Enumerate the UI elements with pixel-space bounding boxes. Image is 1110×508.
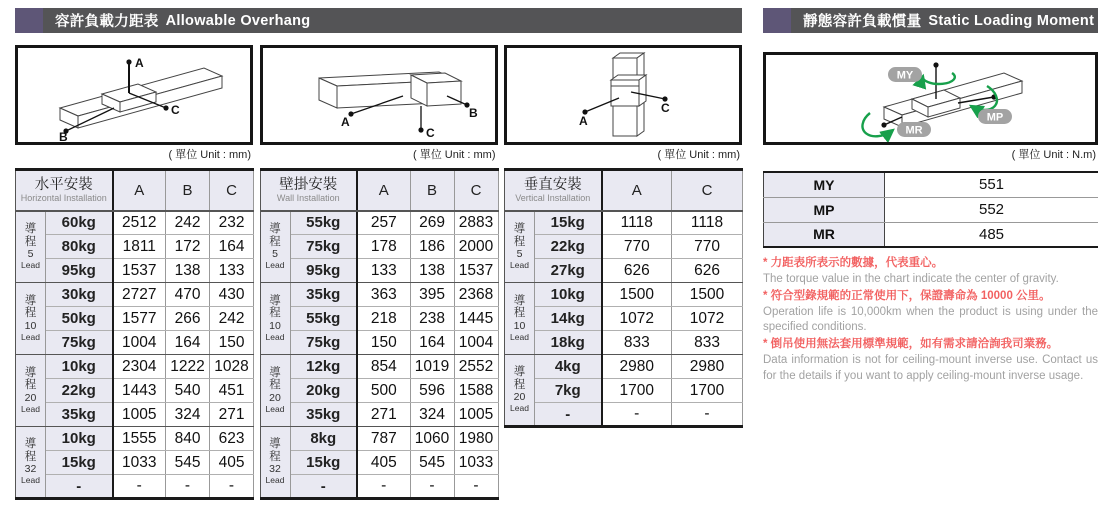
mp-badge-label: MP bbox=[986, 111, 1004, 124]
value-cell: 1005 bbox=[454, 403, 498, 427]
overhang-table-wall bbox=[260, 168, 499, 500]
lead-group-cell: 導 程 10 Lead bbox=[16, 283, 46, 355]
value-cell: 2980 bbox=[672, 355, 743, 379]
load-cell: 15kg bbox=[290, 451, 357, 475]
table-header-row bbox=[16, 170, 254, 211]
overhang-table-horizontal bbox=[15, 168, 254, 500]
lead-group-cell: 導 程 32 Lead bbox=[16, 427, 46, 499]
value-cell: 854 bbox=[357, 355, 410, 379]
install-name-zh: 壁掛安裝 bbox=[279, 176, 338, 193]
horizontal-column bbox=[15, 45, 253, 500]
table-row bbox=[260, 475, 498, 499]
value-cell: 164 bbox=[166, 331, 210, 355]
value-cell: 770 bbox=[602, 235, 672, 259]
table-header-row bbox=[260, 170, 498, 211]
value-cell: 1588 bbox=[454, 379, 498, 403]
table-row bbox=[260, 427, 498, 451]
load-cell: 8kg bbox=[290, 427, 357, 451]
point-b-label: B bbox=[59, 130, 68, 142]
wall-diagram-drawing bbox=[263, 48, 495, 142]
point-c-label: C bbox=[661, 101, 670, 115]
value-cell: 840 bbox=[166, 427, 210, 451]
table-row bbox=[260, 451, 498, 475]
value-cell: 1577 bbox=[113, 307, 166, 331]
load-cell: 50kg bbox=[46, 307, 113, 331]
overhang-table-vertical bbox=[504, 168, 743, 428]
value-cell: 1500 bbox=[672, 283, 743, 307]
moment-title-zh: 靜態容許負載慣量 bbox=[803, 14, 922, 30]
install-type-header bbox=[16, 170, 113, 211]
value-cell: 150 bbox=[357, 331, 410, 355]
value-cell: 242 bbox=[166, 211, 210, 235]
lead-group-cell: 導 程 5 Lead bbox=[505, 211, 535, 283]
value-cell: 833 bbox=[602, 331, 672, 355]
table-row bbox=[260, 235, 498, 259]
point-c-label: C bbox=[171, 103, 180, 117]
overhang-title-zh: 容許負載力距表 bbox=[55, 14, 159, 30]
value-cell: 540 bbox=[166, 379, 210, 403]
moment-diagram-drawing bbox=[766, 55, 1095, 142]
value-cell: 164 bbox=[410, 331, 454, 355]
table-row bbox=[260, 211, 498, 235]
load-cell: 14kg bbox=[535, 307, 602, 331]
value-cell: 623 bbox=[210, 427, 254, 451]
moment-title bbox=[791, 8, 1094, 33]
value-cell: 545 bbox=[410, 451, 454, 475]
table-row bbox=[505, 211, 743, 235]
load-cell: 55kg bbox=[290, 307, 357, 331]
value-cell: 430 bbox=[210, 283, 254, 307]
value-cell: 1222 bbox=[166, 355, 210, 379]
allowable-overhang-section bbox=[15, 8, 742, 500]
load-cell: 20kg bbox=[290, 379, 357, 403]
wall-install-diagram bbox=[260, 45, 498, 145]
moment-label-mr: MR bbox=[764, 222, 885, 247]
table-row bbox=[16, 307, 254, 331]
install-type-header bbox=[260, 170, 357, 211]
value-cell: 324 bbox=[166, 403, 210, 427]
value-cell: - bbox=[602, 403, 672, 427]
value-cell: 271 bbox=[357, 403, 410, 427]
note-zh: * 符合型錄規範的正常使用下，保證壽命為 10000 公里。 bbox=[763, 290, 1051, 303]
column-header-c: C bbox=[672, 170, 743, 211]
value-cell: 2883 bbox=[454, 211, 498, 235]
table-row bbox=[260, 379, 498, 403]
unit-label-mm: ( 單位 Unit : mm) bbox=[413, 149, 496, 161]
load-cell: 30kg bbox=[46, 283, 113, 307]
value-cell: 2727 bbox=[113, 283, 166, 307]
moment-diagram bbox=[763, 52, 1098, 145]
table-row bbox=[260, 283, 498, 307]
load-cell: 95kg bbox=[46, 259, 113, 283]
table-row bbox=[505, 259, 743, 283]
table-row bbox=[505, 331, 743, 355]
load-cell: 4kg bbox=[535, 355, 602, 379]
value-cell: 1033 bbox=[454, 451, 498, 475]
wall-table-mount bbox=[260, 168, 498, 500]
value-cell: 596 bbox=[410, 379, 454, 403]
value-cell: - bbox=[672, 403, 743, 427]
value-cell: 1028 bbox=[210, 355, 254, 379]
table-row bbox=[16, 355, 254, 379]
table-row bbox=[505, 283, 743, 307]
point-a-label: A bbox=[135, 56, 144, 70]
value-cell: 271 bbox=[210, 403, 254, 427]
value-cell: 2512 bbox=[113, 211, 166, 235]
value-cell: - bbox=[357, 475, 410, 499]
load-cell: 55kg bbox=[290, 211, 357, 235]
load-cell: - bbox=[46, 475, 113, 499]
install-name-en: Wall Installation bbox=[276, 192, 340, 203]
value-cell: 1445 bbox=[454, 307, 498, 331]
value-cell: 2000 bbox=[454, 235, 498, 259]
moment-value-mp: 552 bbox=[885, 197, 1099, 222]
value-cell: - bbox=[166, 475, 210, 499]
table-row bbox=[260, 355, 498, 379]
lead-group-cell: 導 程 20 Lead bbox=[260, 355, 290, 427]
value-cell: - bbox=[410, 475, 454, 499]
load-cell: 22kg bbox=[535, 235, 602, 259]
table-row bbox=[505, 235, 743, 259]
column-header-a: A bbox=[357, 170, 410, 211]
note-zh: * 倒吊使用無法套用標準規範，如有需求請洽詢我司業務。 bbox=[763, 338, 1059, 351]
load-cell: 12kg bbox=[290, 355, 357, 379]
value-cell: 1811 bbox=[113, 235, 166, 259]
value-cell: 1443 bbox=[113, 379, 166, 403]
value-cell: 1004 bbox=[454, 331, 498, 355]
point-b-label: B bbox=[468, 106, 478, 120]
table-row bbox=[505, 403, 743, 427]
value-cell: - bbox=[210, 475, 254, 499]
value-cell: 1700 bbox=[602, 379, 672, 403]
load-cell: 10kg bbox=[535, 283, 602, 307]
note-en: Operation life is 10,000km when the product is using under the specified conditions. bbox=[763, 306, 1098, 334]
value-cell: 500 bbox=[357, 379, 410, 403]
load-cell: 15kg bbox=[46, 451, 113, 475]
value-cell: 770 bbox=[672, 235, 743, 259]
moment-title-en: Static Loading Moment bbox=[928, 12, 1095, 29]
value-cell: 1537 bbox=[113, 259, 166, 283]
point-a-label: A bbox=[579, 114, 588, 128]
load-cell: 15kg bbox=[535, 211, 602, 235]
table-row bbox=[16, 211, 254, 235]
value-cell: 2980 bbox=[602, 355, 672, 379]
value-cell: 1500 bbox=[602, 283, 672, 307]
table-row bbox=[16, 475, 254, 499]
point-a-label: A bbox=[340, 115, 350, 129]
value-cell: 626 bbox=[602, 259, 672, 283]
load-cell: 60kg bbox=[46, 211, 113, 235]
value-cell: 324 bbox=[410, 403, 454, 427]
load-cell: 95kg bbox=[290, 259, 357, 283]
table-row bbox=[505, 379, 743, 403]
vertical-column bbox=[504, 45, 742, 500]
load-cell: 75kg bbox=[290, 235, 357, 259]
value-cell: 257 bbox=[357, 211, 410, 235]
moment-label-mp: MP bbox=[764, 197, 885, 222]
load-cell: 35kg bbox=[46, 403, 113, 427]
value-cell: 178 bbox=[357, 235, 410, 259]
horizontal-install-diagram bbox=[15, 45, 253, 145]
horizontal-diagram-drawing bbox=[18, 48, 250, 142]
lead-group-cell: 導 程 10 Lead bbox=[260, 283, 290, 355]
value-cell: 1118 bbox=[602, 211, 672, 235]
value-cell: 150 bbox=[210, 331, 254, 355]
moment-label-my: MY bbox=[764, 172, 885, 197]
column-header-a: A bbox=[113, 170, 166, 211]
lead-group-cell: 導 程 20 Lead bbox=[505, 355, 535, 427]
wall-column bbox=[260, 45, 498, 500]
value-cell: 238 bbox=[410, 307, 454, 331]
note-zh: * 力距表所表示的數據，代表重心。 bbox=[763, 257, 944, 269]
unit-label-mm: ( 單位 Unit : mm) bbox=[657, 149, 740, 161]
value-cell: 1072 bbox=[602, 307, 672, 331]
load-cell: 80kg bbox=[46, 235, 113, 259]
value-cell: 1004 bbox=[113, 331, 166, 355]
vertical-install-diagram bbox=[504, 45, 742, 145]
vertical-diagram-drawing bbox=[507, 48, 739, 142]
table-row bbox=[764, 222, 1099, 247]
column-header-c: C bbox=[454, 170, 498, 211]
table-row bbox=[260, 331, 498, 355]
horizontal-table-mount bbox=[15, 168, 253, 500]
value-cell: 1555 bbox=[113, 427, 166, 451]
my-badge-label: MY bbox=[896, 69, 914, 82]
load-cell: 35kg bbox=[290, 283, 357, 307]
overhang-title-en: Allowable Overhang bbox=[165, 12, 311, 29]
lead-group-cell: 導 程 5 Lead bbox=[260, 211, 290, 283]
value-cell: 363 bbox=[357, 283, 410, 307]
value-cell: 470 bbox=[166, 283, 210, 307]
moment-header-bar bbox=[763, 8, 1098, 33]
value-cell: 1033 bbox=[113, 451, 166, 475]
value-cell: 626 bbox=[672, 259, 743, 283]
table-row bbox=[16, 331, 254, 355]
unit-label-mm: ( 單位 Unit : mm) bbox=[168, 149, 251, 161]
table-row bbox=[16, 403, 254, 427]
notes-block bbox=[763, 256, 1098, 384]
table-row bbox=[260, 403, 498, 427]
note-en: The torque value in the chart indicate the center of gravity. bbox=[763, 272, 1059, 285]
value-cell: 164 bbox=[210, 235, 254, 259]
vertical-table-mount bbox=[504, 168, 742, 428]
static-moment-table bbox=[763, 171, 1098, 248]
overhang-header-bar bbox=[15, 8, 742, 33]
value-cell: 2304 bbox=[113, 355, 166, 379]
value-cell: 1060 bbox=[410, 427, 454, 451]
value-cell: 138 bbox=[410, 259, 454, 283]
moment-value-mr: 485 bbox=[978, 225, 1005, 243]
lead-group-cell: 導 程 32 Lead bbox=[260, 427, 290, 499]
load-cell: 27kg bbox=[535, 259, 602, 283]
value-cell: 133 bbox=[210, 259, 254, 283]
value-cell: 395 bbox=[410, 283, 454, 307]
value-cell: 1005 bbox=[113, 403, 166, 427]
value-cell: 266 bbox=[166, 307, 210, 331]
overhang-columns bbox=[15, 45, 742, 500]
table-row bbox=[16, 451, 254, 475]
point-c-label: C bbox=[425, 126, 435, 140]
value-cell: 218 bbox=[357, 307, 410, 331]
load-cell: 75kg bbox=[290, 331, 357, 355]
lead-group-cell: 導 程 5 Lead bbox=[16, 211, 46, 283]
load-cell: 35kg bbox=[290, 403, 357, 427]
install-name-en: Vertical Installation bbox=[515, 192, 591, 203]
moment-value-my: 551 bbox=[885, 172, 1099, 197]
load-cell: 22kg bbox=[46, 379, 113, 403]
table-row bbox=[16, 379, 254, 403]
install-name-zh: 水平安裝 bbox=[34, 176, 93, 193]
load-cell: 18kg bbox=[535, 331, 602, 355]
header-accent-square bbox=[763, 8, 791, 33]
load-cell: - bbox=[290, 475, 357, 499]
value-cell: 242 bbox=[210, 307, 254, 331]
load-cell: 10kg bbox=[46, 427, 113, 451]
value-cell: 269 bbox=[410, 211, 454, 235]
value-cell: 138 bbox=[166, 259, 210, 283]
column-header-b: B bbox=[166, 170, 210, 211]
unit-label-nm: ( 單位 Unit : N.m) bbox=[1011, 149, 1096, 161]
value-cell: 405 bbox=[357, 451, 410, 475]
value-cell: 1072 bbox=[672, 307, 743, 331]
value-cell: - bbox=[113, 475, 166, 499]
lead-group-cell: 導 程 10 Lead bbox=[505, 283, 535, 355]
table-row bbox=[505, 355, 743, 379]
table-row bbox=[16, 259, 254, 283]
install-type-header bbox=[505, 170, 602, 211]
value-cell: 186 bbox=[410, 235, 454, 259]
static-loading-moment-section bbox=[763, 8, 1098, 385]
load-cell: 75kg bbox=[46, 331, 113, 355]
table-row bbox=[16, 283, 254, 307]
value-cell: 451 bbox=[210, 379, 254, 403]
load-cell: - bbox=[535, 403, 602, 427]
table-row bbox=[260, 307, 498, 331]
value-cell: 545 bbox=[166, 451, 210, 475]
install-name-zh: 垂直安裝 bbox=[523, 176, 582, 193]
overhang-title bbox=[43, 8, 310, 33]
value-cell: 1019 bbox=[410, 355, 454, 379]
value-cell: 1980 bbox=[454, 427, 498, 451]
table-row bbox=[505, 307, 743, 331]
load-cell: 10kg bbox=[46, 355, 113, 379]
column-header-b: B bbox=[410, 170, 454, 211]
note-en: Data information is not for ceiling-mount inverse use. Contact us for the details if you want to apply ceiling-mount inverse usage. bbox=[763, 354, 1098, 382]
value-cell: 405 bbox=[210, 451, 254, 475]
value-cell: 2552 bbox=[454, 355, 498, 379]
mr-badge-label: MR bbox=[905, 124, 923, 137]
table-row bbox=[16, 235, 254, 259]
table-row bbox=[764, 197, 1099, 222]
value-cell: 2368 bbox=[454, 283, 498, 307]
load-cell: 7kg bbox=[535, 379, 602, 403]
value-cell: 787 bbox=[357, 427, 410, 451]
table-row bbox=[16, 427, 254, 451]
lead-group-cell: 導 程 20 Lead bbox=[16, 355, 46, 427]
value-cell: 1118 bbox=[672, 211, 743, 235]
value-cell: 172 bbox=[166, 235, 210, 259]
install-name-en: Horizontal Installation bbox=[20, 192, 107, 203]
value-cell: 133 bbox=[357, 259, 410, 283]
value-cell: - bbox=[454, 475, 498, 499]
table-row bbox=[764, 172, 1099, 197]
table-row bbox=[260, 259, 498, 283]
column-header-a: A bbox=[602, 170, 672, 211]
value-cell: 833 bbox=[672, 331, 743, 355]
table-header-row bbox=[505, 170, 743, 211]
value-cell: 1700 bbox=[672, 379, 743, 403]
value-cell: 1537 bbox=[454, 259, 498, 283]
value-cell: 232 bbox=[210, 211, 254, 235]
column-header-c: C bbox=[210, 170, 254, 211]
header-accent-square bbox=[15, 8, 43, 33]
